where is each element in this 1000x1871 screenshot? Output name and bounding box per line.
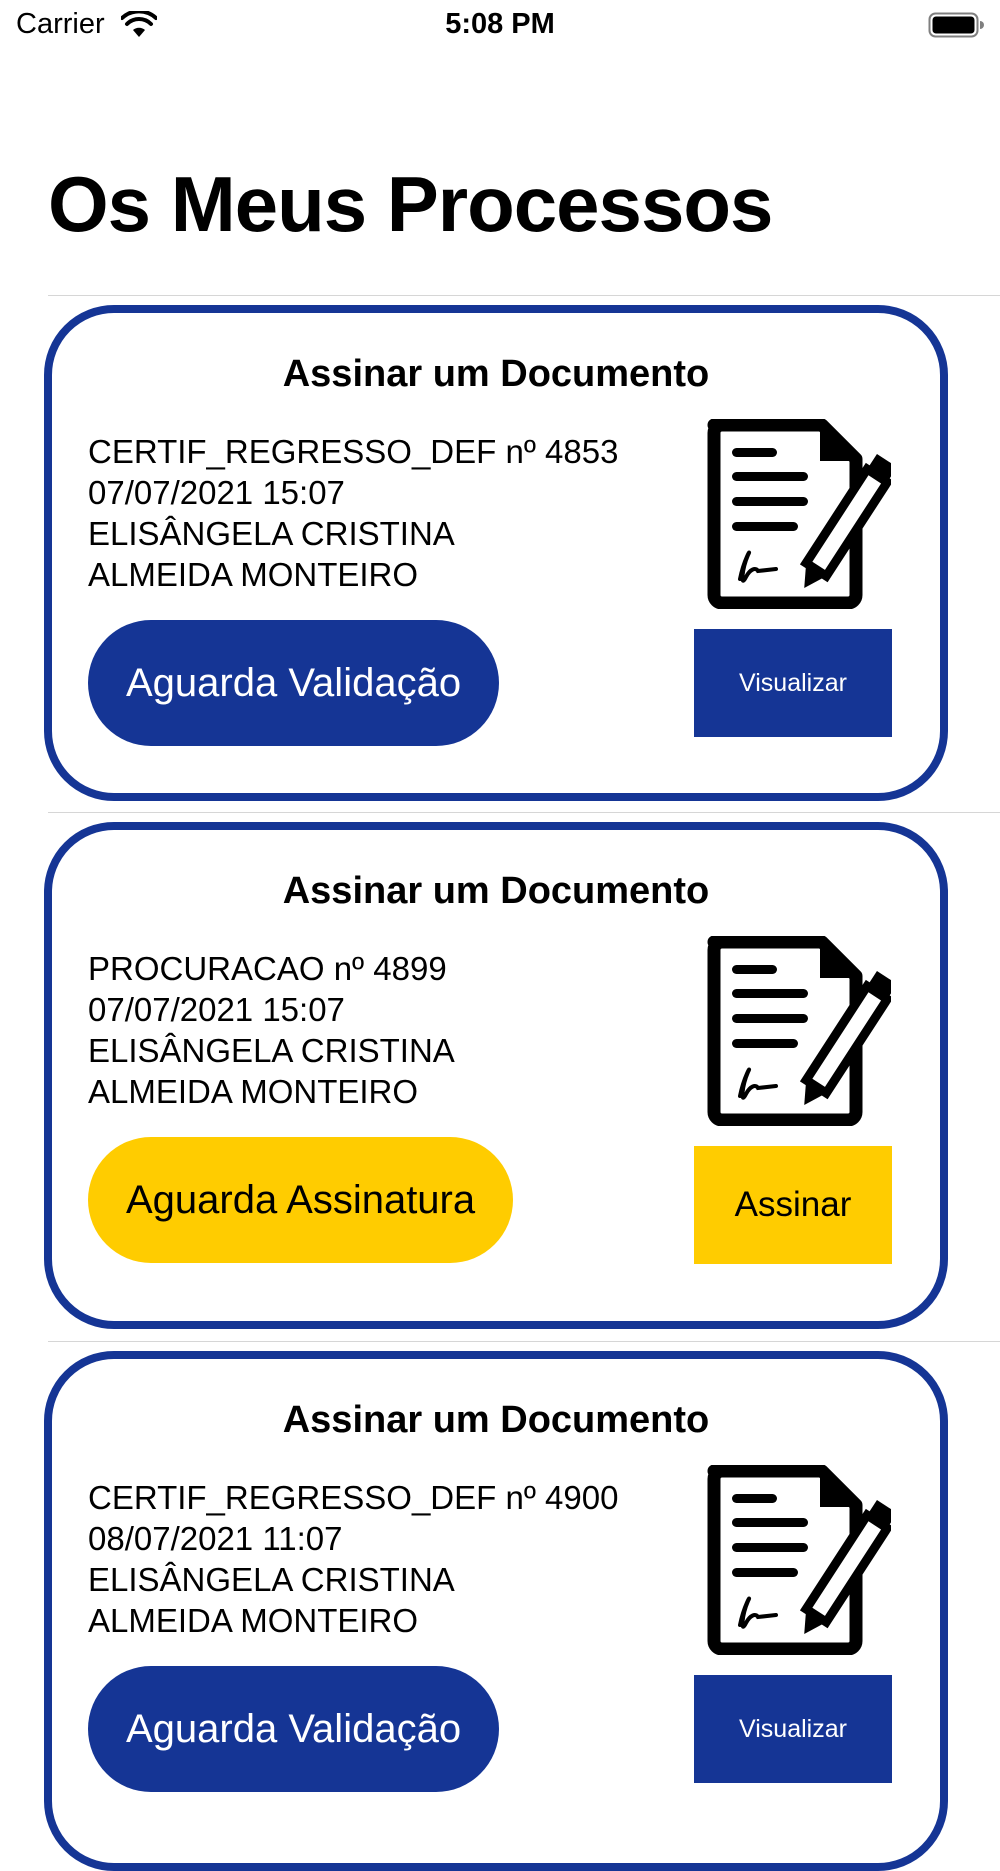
document-datetime: 07/07/2021 15:07 — [88, 991, 345, 1028]
separator — [48, 295, 1000, 296]
status-badge: Aguarda Validação — [88, 1666, 499, 1792]
document-name: CERTIF_REGRESSO_DEF nº 4900 — [88, 1479, 619, 1516]
status-badge: Aguarda Assinatura — [88, 1137, 513, 1263]
view-button[interactable]: Visualizar — [694, 629, 892, 737]
document-name: PROCURACAO nº 4899 — [88, 950, 447, 987]
document-signature-icon — [706, 1465, 891, 1655]
card-title: Assinar um Documento — [282, 1399, 710, 1441]
process-card[interactable] — [44, 1351, 948, 1871]
status-time: 5:08 PM — [445, 8, 555, 40]
separator — [48, 1341, 1000, 1342]
document-signature-icon — [706, 936, 891, 1126]
process-card[interactable] — [44, 822, 948, 1329]
document-datetime: 08/07/2021 11:07 — [88, 1520, 343, 1557]
card-title: Assinar um Documento — [282, 353, 710, 395]
separator — [48, 812, 1000, 813]
document-name: CERTIF_REGRESSO_DEF nº 4853 — [88, 433, 619, 470]
document-signature-icon — [706, 419, 891, 609]
card-title: Assinar um Documento — [282, 870, 710, 912]
process-card[interactable] — [44, 305, 948, 801]
status-badge: Aguarda Validação — [88, 620, 499, 746]
signer-name: ALMEIDA MONTEIRO — [88, 556, 419, 593]
view-button[interactable]: Visualizar — [694, 1675, 892, 1783]
sign-button[interactable]: Assinar — [694, 1146, 892, 1264]
signer-name: ELISÂNGELA CRISTINA — [88, 1561, 455, 1598]
signer-name: ALMEIDA MONTEIRO — [88, 1073, 419, 1110]
battery-icon — [928, 12, 984, 38]
signer-name: ELISÂNGELA CRISTINA — [88, 1032, 455, 1069]
signer-name: ELISÂNGELA CRISTINA — [88, 515, 455, 552]
card-info — [88, 948, 455, 1112]
status-bar — [0, 0, 1000, 52]
card-info — [88, 1477, 618, 1641]
document-datetime: 07/07/2021 15:07 — [88, 474, 345, 511]
carrier-label: Carrier — [16, 8, 105, 40]
card-info — [88, 431, 618, 595]
signer-name: ALMEIDA MONTEIRO — [88, 1602, 419, 1639]
page-title: Os Meus Processos — [48, 160, 773, 248]
